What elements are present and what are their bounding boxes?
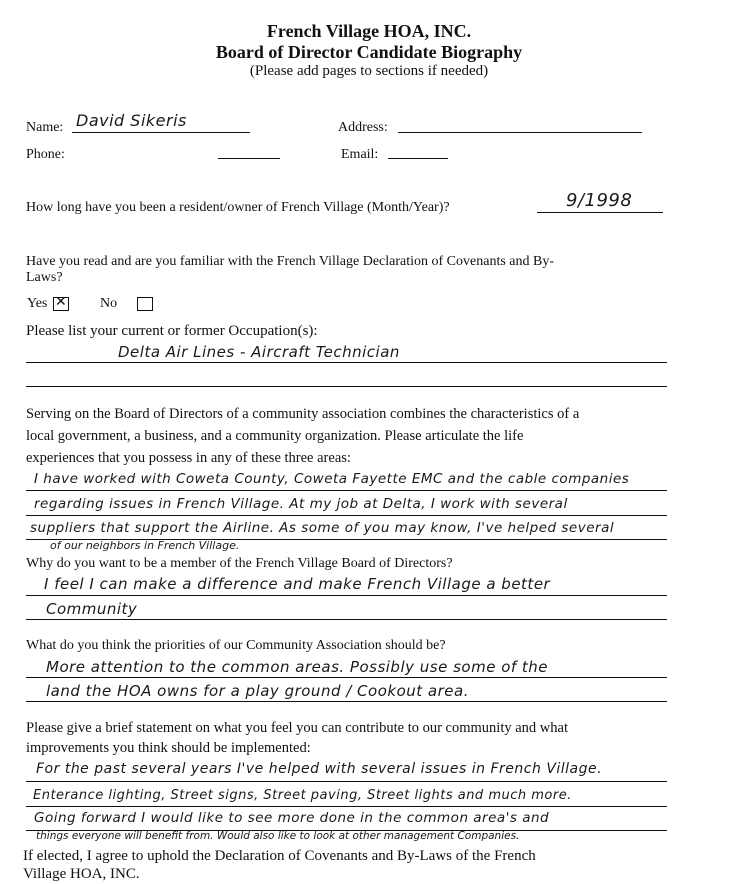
email-label: Email:: [341, 147, 379, 162]
priorities-answer-1[interactable]: More attention to the common areas. Possibly use some of the: [46, 658, 549, 676]
experience-question-1: Serving on the Board of Directors of a community association combines the characteristics of a: [26, 406, 580, 422]
experience-question-2: local government, a business, and a community organization. Please articulate the life: [26, 428, 524, 444]
phone-line[interactable]: [218, 158, 280, 159]
why-answer-2[interactable]: Community: [46, 600, 138, 618]
contribute-answer-1[interactable]: For the past several years I've helped with several issues in French Village.: [36, 761, 603, 777]
declaration-question-1: Have you read and are you familiar with the French Village Declaration of Covenants and By-: [26, 254, 555, 269]
residency-answer[interactable]: 9/1998: [566, 190, 633, 211]
priorities-line-1: [26, 677, 667, 678]
contribute-line-2: [26, 806, 667, 807]
closing-line-2: Village HOA, INC.: [23, 866, 140, 882]
priorities-answer-2[interactable]: land the HOA owns for a play ground / Cookout area.: [46, 682, 469, 700]
contribute-answer-2[interactable]: Enterance lighting, Street signs, Street paving, Street lights and much more.: [33, 788, 572, 803]
occupation-question: Please list your current or former Occupation(s):: [26, 323, 318, 339]
residency-question: How long have you been a resident/owner of French Village (Month/Year)?: [26, 200, 450, 215]
email-line[interactable]: [388, 158, 448, 159]
declaration-question-2: Laws?: [26, 270, 63, 285]
phone-label: Phone:: [26, 147, 65, 162]
experience-answer-1[interactable]: I have worked with Coweta County, Coweta Fayette EMC and the cable companies: [34, 471, 630, 487]
address-label: Address:: [338, 120, 388, 135]
contribute-question-1: Please give a brief statement on what you feel you can contribute to our community and what: [26, 720, 568, 736]
occupation-line-1: [26, 362, 667, 363]
name-value[interactable]: David Sikeris: [76, 111, 187, 130]
yes-checkbox[interactable]: [53, 294, 69, 311]
contribute-question-2: improvements you think should be implemented:: [26, 740, 311, 756]
name-line: [72, 132, 250, 133]
closing-line-1: If elected, I agree to uphold the Declaration of Covenants and By-Laws of the French: [23, 848, 536, 864]
occupation-answer[interactable]: Delta Air Lines - Aircraft Technician: [118, 343, 400, 361]
yes-label: Yes: [27, 296, 48, 311]
residency-line: [537, 212, 663, 213]
priorities-line-2: [26, 701, 667, 702]
experience-answer-2[interactable]: regarding issues in French Village. At my job at Delta, I work with several: [34, 496, 568, 512]
form-title: Board of Director Candidate Biography: [215, 42, 523, 62]
org-title: French Village HOA, INC.: [266, 21, 472, 41]
experience-answer-3[interactable]: suppliers that support the Airline. As some of you may know, I've helped several: [30, 520, 615, 536]
why-line-2: [26, 619, 667, 620]
checkmark-icon: ✕: [55, 294, 67, 310]
no-checkbox[interactable]: [137, 297, 153, 311]
experience-line-1: [26, 490, 667, 491]
experience-answer-4[interactable]: of our neighbors in French Village.: [50, 539, 240, 552]
why-question: Why do you want to be a member of the French Village Board of Directors?: [26, 556, 453, 571]
contribute-answer-3[interactable]: Going forward I would like to see more done in the common area's and: [34, 810, 550, 826]
form-subtitle: (Please add pages to sections if needed): [249, 63, 489, 79]
contribute-answer-4[interactable]: things everyone will benefit from. Would also like to look at other management Companies.: [36, 830, 520, 842]
address-line[interactable]: [398, 132, 642, 133]
no-label: No: [100, 296, 118, 311]
occupation-line-2: [26, 386, 667, 387]
name-label: Name:: [26, 120, 64, 135]
why-line-1: [26, 595, 667, 596]
contribute-line-1: [26, 781, 667, 782]
experience-line-2: [26, 515, 667, 516]
priorities-question: What do you think the priorities of our Community Association should be?: [26, 638, 446, 653]
why-answer-1[interactable]: I feel I can make a difference and make French Village a better: [44, 575, 551, 593]
experience-question-3: experiences that you possess in any of these three areas:: [26, 450, 351, 466]
